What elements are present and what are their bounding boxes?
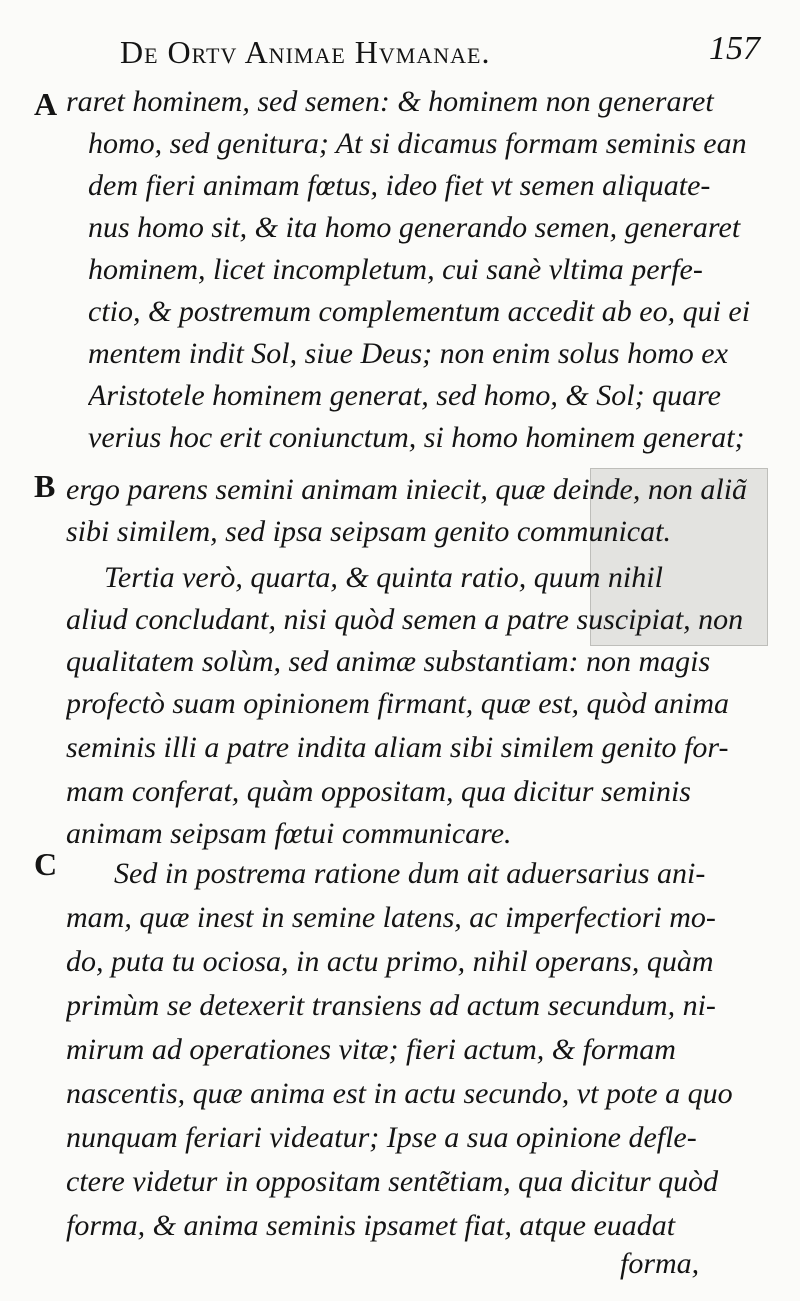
text-line: homo, sed genitura; At si dicamus formam seminis ean: [88, 127, 747, 160]
text-line: mam, quæ inest in semine latens, ac imperfectiori mo-: [66, 901, 716, 934]
page-number: 157: [709, 30, 760, 67]
text-line: nascentis, quæ anima est in actu secundo, vt pote a quo: [66, 1077, 733, 1110]
text-line: aliud concludant, nisi quòd semen a patre suscipiat, non: [66, 603, 744, 636]
text-line: sibi similem, sed ipsa seipsam genito communicat.: [66, 515, 671, 548]
margin-marker-c: C: [34, 846, 58, 882]
text-line: primùm se detexerit transiens ad actum secundum, ni-: [66, 989, 716, 1022]
margin-marker-b: B: [34, 468, 56, 504]
text-line: nus homo sit, & ita homo generando semen, generaret: [88, 211, 741, 244]
text-line: animam seipsam fœtui communicare.: [66, 817, 512, 850]
text-line: Sed in postrema ratione dum ait aduersarius ani-: [114, 857, 706, 890]
text-line: mam conferat, quàm oppositam, qua dicitur seminis: [66, 775, 691, 808]
text-line: profectò suam opinionem firmant, quæ est, quòd anima: [66, 687, 730, 720]
text-line: Aristotele hominem generat, sed homo, & Sol; quare: [88, 379, 721, 412]
text-line: do, puta tu ociosa, in actu primo, nihil operans, quàm: [66, 945, 714, 978]
catchword: forma,: [620, 1247, 700, 1280]
text-line: ergo parens semini animam iniecit, quæ deinde, non aliã: [66, 473, 748, 506]
text-line: seminis illi a patre indita aliam sibi similem genito for-: [66, 731, 729, 764]
text-line: hominem, licet incompletum, cui sanè vltima perfe-: [88, 253, 703, 286]
text-line: nunquam feriari videatur; Ipse a sua opinione defle-: [66, 1121, 697, 1154]
text-line: dem fieri animam fœtus, ideo fiet vt semen aliquate-: [88, 169, 711, 202]
text-line: qualitatem solùm, sed animæ substantiam: non magis: [66, 645, 711, 678]
text-line: verius hoc erit coniunctum, si homo hominem generat;: [88, 421, 745, 454]
margin-marker-a: A: [34, 86, 58, 122]
text-line: mirum ad operationes vitæ; fieri actum, & formam: [66, 1033, 676, 1066]
text-line: forma, & anima seminis ipsamet fiat, atque euadat: [66, 1209, 676, 1242]
text-line: ctio, & postremum complementum accedit ab eo, qui ei: [88, 295, 751, 328]
text-line: raret hominem, sed semen: & hominem non generaret: [66, 85, 714, 118]
text-line: Tertia verò, quarta, & quinta ratio, quum nihil: [104, 561, 663, 594]
running-head: De Ortv Animae Hvmanae.: [120, 34, 491, 70]
page-header: [120, 28, 760, 72]
text-line: ctere videtur in oppositam sentẽtiam, qua dicitur quòd: [66, 1165, 719, 1198]
text-line: mentem indit Sol, siue Deus; non enim solus homo ex: [88, 337, 728, 370]
